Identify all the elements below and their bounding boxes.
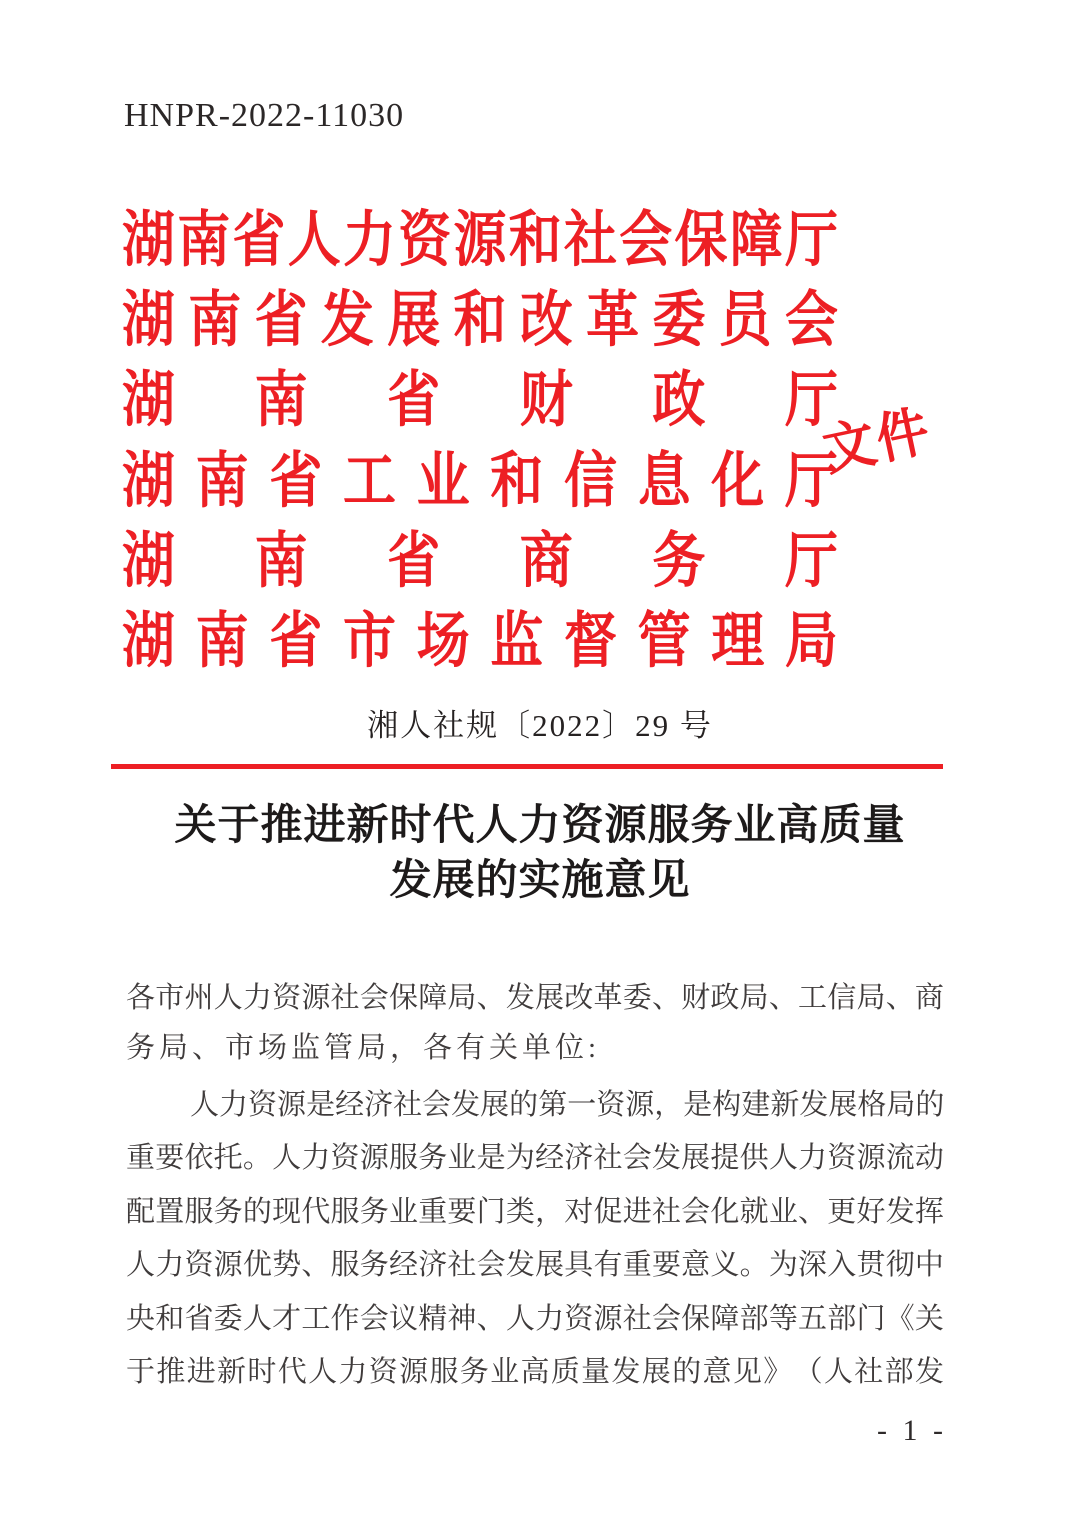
document-title-line-2: 发展的实施意见 — [389, 858, 691, 904]
body-line-5: 配 置 服 务 的 现 代 服 务 业 重 要 门 类 ， 对 促 进 社 会 化 就 业 、 更 好 发 挥 — [126, 1195, 944, 1228]
agency-name-1: 湖 南 省 人 力 资 源 和 社 会 保 障 厅 — [122, 207, 838, 274]
body-line-4: 重 要 依 托 。 人 力 资 源 服 务 业 是 为 经 济 社 会 发 展 提 供 人 力 资 源 流 动 — [126, 1142, 944, 1175]
document-body — [126, 969, 944, 1396]
document-title — [0, 799, 1080, 909]
doc-reference-code: HNPR-2022-11030 — [124, 97, 405, 134]
agency-name-6: 湖 南 省 市 场 监 督 管 理 局 — [122, 608, 838, 675]
agency-name-3: 湖 南 省 财 政 厅 — [122, 367, 838, 434]
agency-name-2: 湖 南 省 发 展 和 改 革 委 员 会 — [122, 287, 838, 354]
body-line-1: 各 市 州 人 力 资 源 社 会 保 障 局 、 发 展 改 革 委 、 财 政 局 、 工 信 局 、 商 — [126, 982, 944, 1015]
agency-name-4: 湖 南 省 工 业 和 信 息 化 厅 — [122, 448, 838, 515]
body-line-3: 人 力 资 源 是 经 济 社 会 发 展 的 第 一 资 源 ， 是 构 建 新 发 展 格 局 的 — [190, 1088, 945, 1121]
body-line-2: 务局、市场监管局，各有关单位: — [126, 1032, 601, 1065]
issuing-agencies-block — [122, 200, 838, 690]
document-type-label: 文件 — [818, 401, 937, 483]
red-separator-line — [111, 764, 943, 769]
body-line-7: 央 和 省 委 人 才 工 作 会 议 精 神 、 人 力 资 源 社 会 保 障 部 等 五 部 门 《 关 — [126, 1302, 944, 1335]
agency-name-5: 湖 南 省 商 务 厅 — [122, 528, 838, 595]
body-line-8: 于 推 进 新 时 代 人 力 资 源 服 务 业 高 质 量 发 展 的 意 见 》 （ 人 社 部 发 — [126, 1355, 944, 1388]
page-number: - 1 - — [877, 1414, 947, 1447]
document-number: 湘人社规〔2022〕29 号 — [367, 708, 713, 743]
body-line-6: 人 力 资 源 优 势 、 服 务 经 济 社 会 发 展 具 有 重 要 意 义 。 为 深 入 贯 彻 中 — [126, 1249, 944, 1282]
document-title-line-1: 关于推进新时代人力资源服务业高质量 — [174, 803, 906, 849]
